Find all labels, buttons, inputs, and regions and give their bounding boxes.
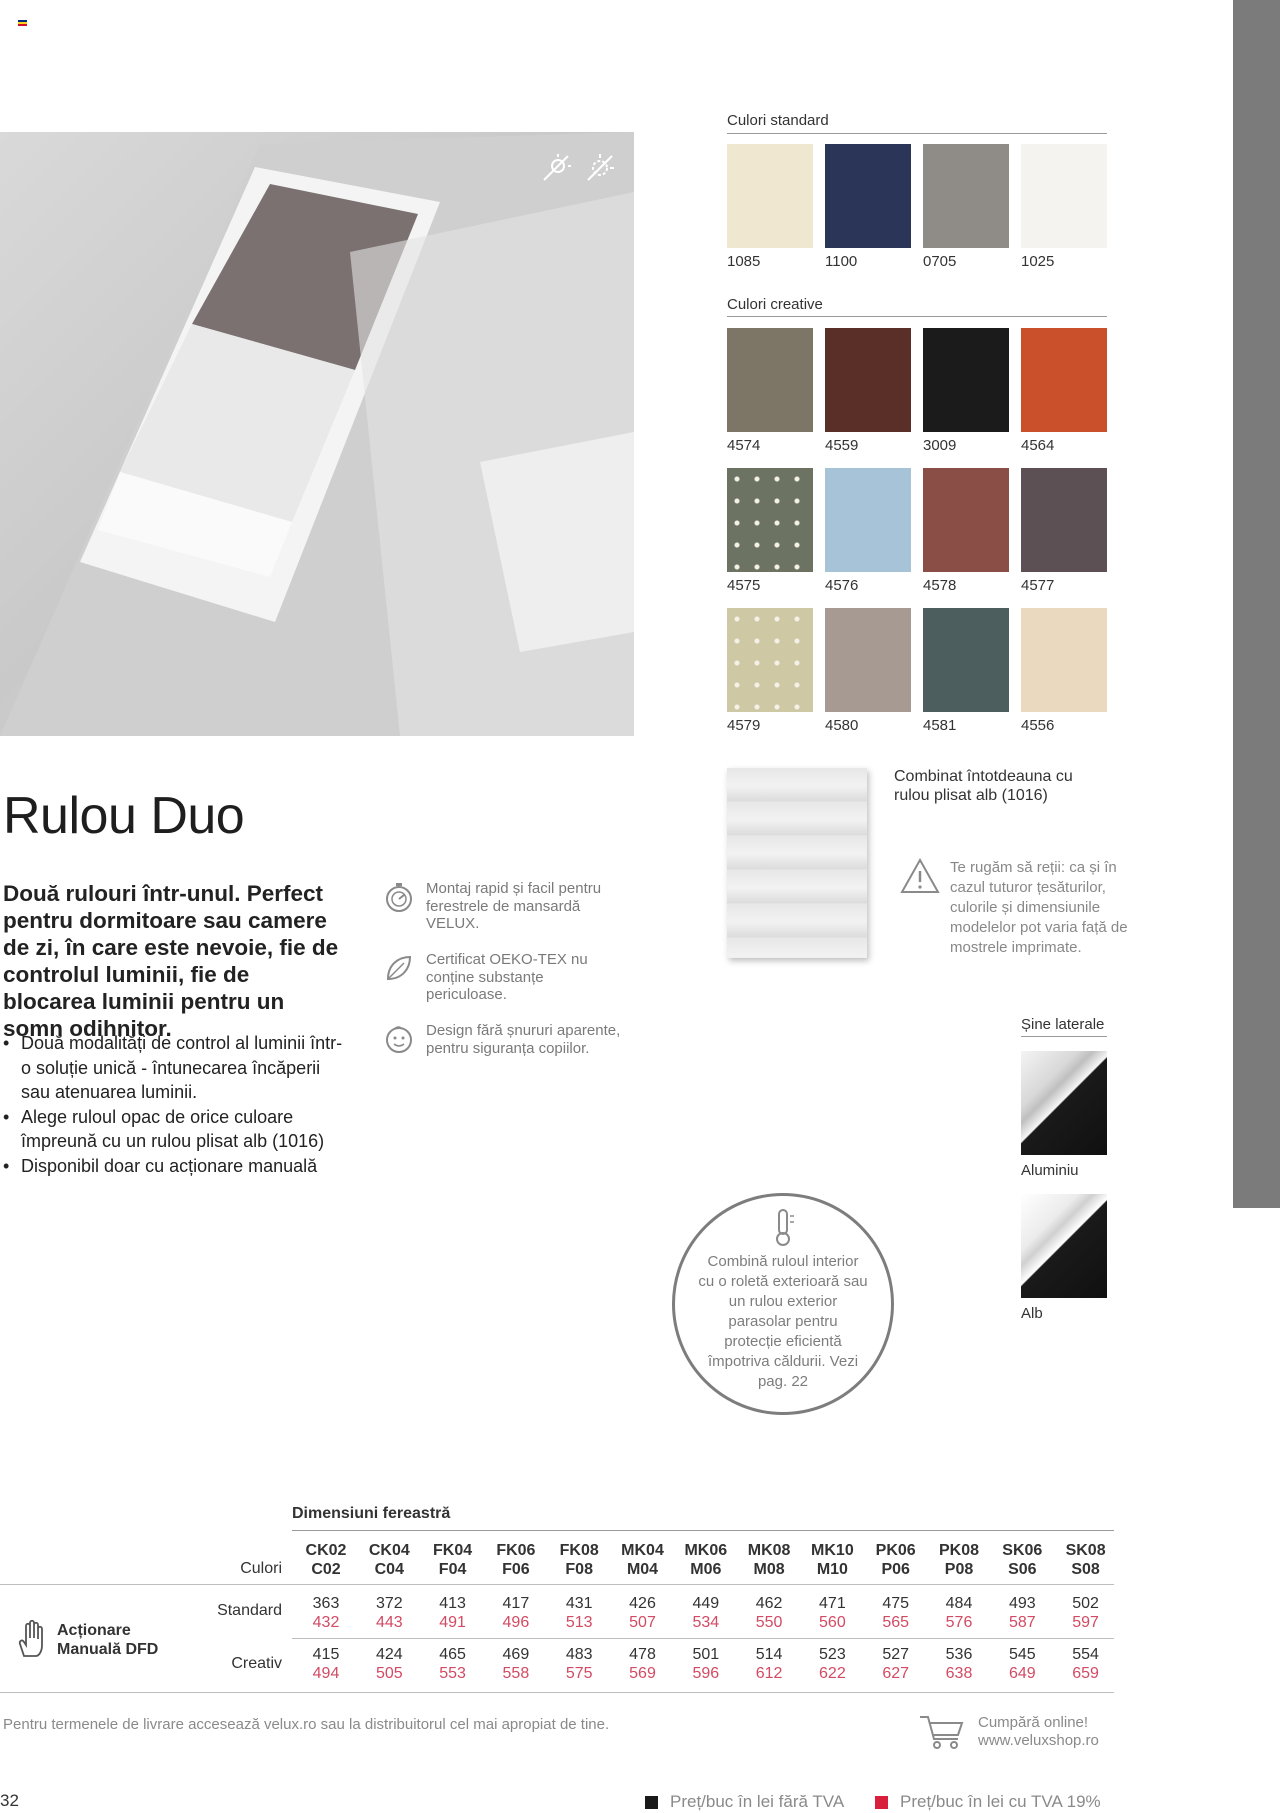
swatch-code: 4556	[1021, 717, 1055, 734]
color-swatch	[923, 608, 1009, 712]
size-code-short: P08	[944, 1561, 974, 1578]
roof-window-illustration	[0, 132, 634, 736]
color-swatch	[1021, 328, 1107, 432]
size-code: CK02	[305, 1542, 347, 1559]
size-header	[549, 1541, 609, 1579]
page-side-tab	[1233, 0, 1280, 1208]
size-code-short: M04	[626, 1561, 659, 1578]
size-code-short: M06	[690, 1561, 722, 1578]
size-code: PK08	[938, 1542, 980, 1559]
feature-oeko-tex	[382, 951, 622, 1004]
color-swatch	[727, 468, 813, 572]
price-cell	[866, 1645, 926, 1683]
feature-quick-install	[382, 880, 622, 933]
price-without-vat: 493	[1008, 1595, 1036, 1612]
price-with-vat: 432	[312, 1614, 340, 1631]
product-photo	[0, 132, 634, 736]
swatch-code: 4577	[1021, 577, 1055, 594]
price-without-vat: 417	[502, 1595, 530, 1612]
price-cell	[866, 1594, 926, 1632]
row-label-creativ: Creativ	[231, 1655, 282, 1672]
legend-with-vat-text: Preț/buc în lei cu TVA 19%	[900, 1792, 1101, 1811]
price-with-vat: 575	[565, 1665, 593, 1682]
color-swatch	[923, 144, 1009, 248]
product-lead: Două rulouri într-unul. Perfect pentru dormitoare sau camere de zi, în care este nevoie, fie de controlul luminii, fie de blocarea luminii pentru un somn odihnitor.	[3, 881, 339, 1041]
warning-text: Te rugăm să reții: ca și în cazul tuturor țesăturilor, culorile și dimensiunile modelelor pot varia față de mostrele imprimate.	[950, 859, 1128, 956]
size-header	[929, 1541, 989, 1579]
price-without-vat: 483	[565, 1646, 593, 1663]
leaf-icon	[382, 951, 416, 985]
bullet-item: • Două modalități de control al luminii într-o soluție unică - întunecarea încăperii sau atenuarea luminii.	[3, 1031, 343, 1105]
standard-colors-title: Culori standard	[727, 112, 829, 129]
price-without-vat: 536	[945, 1646, 973, 1663]
color-swatch	[1021, 468, 1107, 572]
price-with-vat: 507	[629, 1614, 656, 1631]
size-code: MK06	[684, 1542, 728, 1559]
price-cell	[359, 1594, 419, 1632]
price-cell	[359, 1645, 419, 1683]
price-with-vat: 638	[945, 1665, 973, 1682]
shopping-cart-icon	[918, 1713, 966, 1751]
color-swatch	[727, 328, 813, 432]
price-without-vat: 469	[502, 1646, 530, 1663]
price-without-vat: 426	[629, 1595, 656, 1612]
color-swatch	[1021, 608, 1107, 712]
warning-note	[900, 858, 1140, 958]
size-code-short: F08	[565, 1561, 593, 1578]
price-cell	[802, 1594, 862, 1632]
shop-url[interactable]: www.veluxshop.ro	[978, 1732, 1099, 1749]
online-shop-link[interactable]	[918, 1713, 1099, 1751]
price-with-vat: 496	[502, 1614, 530, 1631]
price-without-vat: 424	[375, 1646, 403, 1663]
price-cell	[992, 1594, 1052, 1632]
table-title-rule	[292, 1530, 1114, 1531]
price-cell	[549, 1594, 609, 1632]
table-row-rule	[292, 1638, 1114, 1639]
price-with-vat: 627	[882, 1665, 910, 1682]
price-without-vat: 462	[755, 1595, 783, 1612]
swatch-code: 4576	[825, 577, 859, 594]
price-without-vat: 431	[565, 1595, 593, 1612]
page-number: 32	[0, 1791, 19, 1810]
price-cell	[1056, 1594, 1116, 1632]
size-code: FK06	[496, 1542, 536, 1559]
price-cell	[802, 1645, 862, 1683]
price-without-vat: 415	[312, 1646, 340, 1663]
price-without-vat: 413	[439, 1595, 466, 1612]
size-code: SK08	[1065, 1542, 1106, 1559]
product-row-label-line1: Acționare	[57, 1622, 131, 1639]
price-without-vat: 449	[692, 1595, 720, 1612]
delivery-note: Pentru termenele de livrare accesează velux.ro sau la distribuitorul cel mai apropiat de tine.	[3, 1716, 610, 1733]
size-code: FK04	[433, 1542, 473, 1559]
size-code-short: S06	[1008, 1561, 1037, 1578]
table-bottom-rule	[0, 1692, 1114, 1693]
feature-text: Certificat OEKO-TEX nu conține substanțe periculoase.	[426, 951, 588, 1003]
price-with-vat: 597	[1072, 1614, 1099, 1631]
price-cell	[739, 1645, 799, 1683]
price-with-vat: 550	[755, 1614, 783, 1631]
swatch-code: 4578	[923, 577, 957, 594]
price-cell	[676, 1594, 736, 1632]
warning-icon	[900, 858, 940, 894]
size-code-short: C04	[374, 1561, 404, 1578]
combinat-note: Combinat întotdeauna cu rulou plisat alb (1016)	[894, 768, 1073, 804]
product-row-label	[57, 1621, 158, 1659]
price-cell	[613, 1594, 673, 1632]
price-with-vat: 612	[755, 1665, 783, 1682]
swatch-code: 0705	[923, 253, 957, 270]
stopwatch-icon	[382, 880, 416, 914]
price-cell	[613, 1645, 673, 1683]
feature-child-safety	[382, 1022, 622, 1057]
legend-with-vat	[875, 1792, 1101, 1812]
size-header	[739, 1541, 799, 1579]
colors-column-label: Culori	[240, 1560, 282, 1577]
price-cell	[929, 1645, 989, 1683]
price-with-vat: 494	[312, 1665, 340, 1682]
price-with-vat: 534	[692, 1614, 720, 1631]
size-code: MK08	[747, 1542, 791, 1559]
price-without-vat: 527	[882, 1646, 910, 1663]
swatch-code: 1025	[1021, 253, 1055, 270]
light-dimming-icon	[540, 152, 572, 184]
price-without-vat: 484	[945, 1595, 973, 1612]
price-without-vat: 501	[692, 1646, 720, 1663]
price-without-vat: 554	[1072, 1646, 1099, 1663]
size-header	[802, 1541, 862, 1579]
size-code: PK06	[875, 1542, 916, 1559]
size-code-short: C02	[311, 1561, 341, 1578]
color-swatch	[727, 144, 813, 248]
price-without-vat: 514	[755, 1646, 783, 1663]
swatch-code: 4574	[727, 437, 761, 454]
price-without-vat: 475	[882, 1595, 910, 1612]
price-without-vat: 478	[629, 1646, 656, 1663]
bullet-item: • Disponibil doar cu acționare manuală	[3, 1154, 343, 1179]
price-with-vat: 505	[375, 1665, 403, 1682]
price-cell	[929, 1594, 989, 1632]
price-cell	[992, 1645, 1052, 1683]
pleated-blind-sample	[727, 768, 867, 958]
size-header	[423, 1541, 483, 1579]
price-with-vat: 659	[1072, 1665, 1099, 1682]
price-with-vat: 558	[502, 1665, 530, 1682]
price-with-vat: 553	[439, 1665, 466, 1682]
swatch-code: 1085	[727, 253, 761, 270]
feature-text: Design fără șnururi aparente, pentru siguranța copiilor.	[426, 1022, 621, 1057]
rail-white-label: Alb	[1021, 1305, 1043, 1322]
product-row-label-line2: Manuală DFD	[57, 1641, 159, 1658]
size-code-short: S08	[1071, 1561, 1100, 1578]
size-header	[296, 1541, 356, 1579]
standard-colors-rule	[727, 133, 1107, 134]
size-code-short: M10	[816, 1561, 848, 1578]
price-with-vat: 491	[439, 1614, 466, 1631]
price-with-vat: 569	[629, 1665, 656, 1682]
size-code-short: P06	[881, 1561, 910, 1578]
price-cell	[676, 1645, 736, 1683]
size-code-short: F04	[438, 1561, 467, 1578]
price-without-vat: 545	[1008, 1646, 1036, 1663]
price-cell	[739, 1594, 799, 1632]
size-code: CK04	[368, 1542, 410, 1559]
color-swatch	[1021, 144, 1107, 248]
price-without-vat: 502	[1072, 1595, 1099, 1612]
bullet-item: • Alege ruloul opac de orice culoare împreună cu un rulou plisat alb (1016)	[3, 1105, 343, 1154]
color-swatch	[825, 608, 911, 712]
price-cell	[296, 1594, 356, 1632]
price-cell	[1056, 1645, 1116, 1683]
price-with-vat: 649	[1008, 1665, 1036, 1682]
price-without-vat: 363	[312, 1595, 340, 1612]
price-with-vat: 576	[945, 1614, 973, 1631]
child-face-icon	[382, 1022, 416, 1056]
product-bullets	[3, 1031, 343, 1178]
swatch-code: 4579	[727, 717, 761, 734]
swatch-code: 4581	[923, 717, 957, 734]
size-header	[676, 1541, 736, 1579]
side-rails-title: Șine laterale	[1021, 1016, 1105, 1033]
table-title: Dimensiuni fereastră	[292, 1505, 451, 1522]
price-with-vat: 513	[565, 1614, 593, 1631]
color-swatch	[727, 608, 813, 712]
rail-white-image	[1021, 1194, 1107, 1298]
legend-square-red	[875, 1796, 888, 1809]
price-with-vat: 622	[819, 1665, 846, 1682]
creative-colors-rule	[727, 316, 1107, 317]
price-with-vat: 596	[692, 1665, 720, 1682]
price-without-vat: 471	[819, 1595, 846, 1612]
price-with-vat: 587	[1008, 1614, 1036, 1631]
shop-line1: Cumpără online!	[978, 1714, 1089, 1731]
price-without-vat: 372	[375, 1595, 403, 1612]
feature-text: Montaj rapid și facil pentru ferestrele de mansardă VELUX.	[426, 880, 602, 932]
swatch-code: 4564	[1021, 437, 1055, 454]
swatch-code: 1100	[825, 253, 858, 270]
color-swatch	[825, 328, 911, 432]
size-header	[1056, 1541, 1116, 1579]
price-cell	[486, 1594, 546, 1632]
size-code-short: F06	[502, 1561, 530, 1578]
size-header	[359, 1541, 419, 1579]
hand-icon	[14, 1618, 48, 1658]
rail-aluminium-label: Aluminiu	[1021, 1162, 1079, 1179]
size-code: MK10	[811, 1542, 854, 1559]
color-swatch	[825, 144, 911, 248]
price-cell	[486, 1645, 546, 1683]
color-swatch	[923, 328, 1009, 432]
table-header-rule	[0, 1584, 1114, 1585]
legend-square-black	[645, 1796, 658, 1809]
price-with-vat: 560	[819, 1614, 846, 1631]
side-rails-rule	[1021, 1036, 1107, 1037]
thermometer-icon	[768, 1208, 798, 1248]
blackout-icon	[584, 152, 616, 184]
size-header	[486, 1541, 546, 1579]
price-cell	[423, 1645, 483, 1683]
photo-feature-icons	[540, 152, 616, 184]
size-code: SK06	[1002, 1542, 1043, 1559]
price-cell	[296, 1645, 356, 1683]
rail-aluminium-image	[1021, 1051, 1107, 1155]
price-without-vat: 465	[439, 1646, 466, 1663]
creative-colors-title: Culori creative	[727, 296, 823, 313]
size-header	[992, 1541, 1052, 1579]
price-cell	[549, 1645, 609, 1683]
swatch-code: 4580	[825, 717, 859, 734]
heat-protection-callout	[672, 1193, 894, 1415]
row-label-standard: Standard	[217, 1602, 282, 1619]
shop-text	[978, 1714, 1099, 1750]
price-cell	[423, 1594, 483, 1632]
size-code: MK04	[621, 1542, 664, 1559]
size-code: FK08	[559, 1542, 599, 1559]
size-header	[866, 1541, 926, 1579]
color-swatch	[825, 468, 911, 572]
swatch-code: 4559	[825, 437, 859, 454]
price-with-vat: 565	[882, 1614, 910, 1631]
price-with-vat: 443	[375, 1614, 403, 1631]
price-without-vat: 523	[819, 1646, 846, 1663]
product-title: Rulou Duo	[3, 787, 245, 845]
swatch-code: 3009	[923, 437, 957, 454]
swatch-code: 4575	[727, 577, 761, 594]
size-code-short: M08	[753, 1561, 785, 1578]
color-swatch	[923, 468, 1009, 572]
legend-without-vat	[645, 1792, 844, 1812]
language-flag	[18, 20, 27, 26]
legend-without-vat-text: Preț/buc în lei fără TVA	[670, 1792, 845, 1811]
size-header	[613, 1541, 673, 1579]
heat-protection-text: Combină ruloul interior cu o roletă exterioară sau un rulou exterior parasolar pentru protecție eficientă împotriva căldurii. Vezi pag. 22	[698, 1253, 868, 1390]
